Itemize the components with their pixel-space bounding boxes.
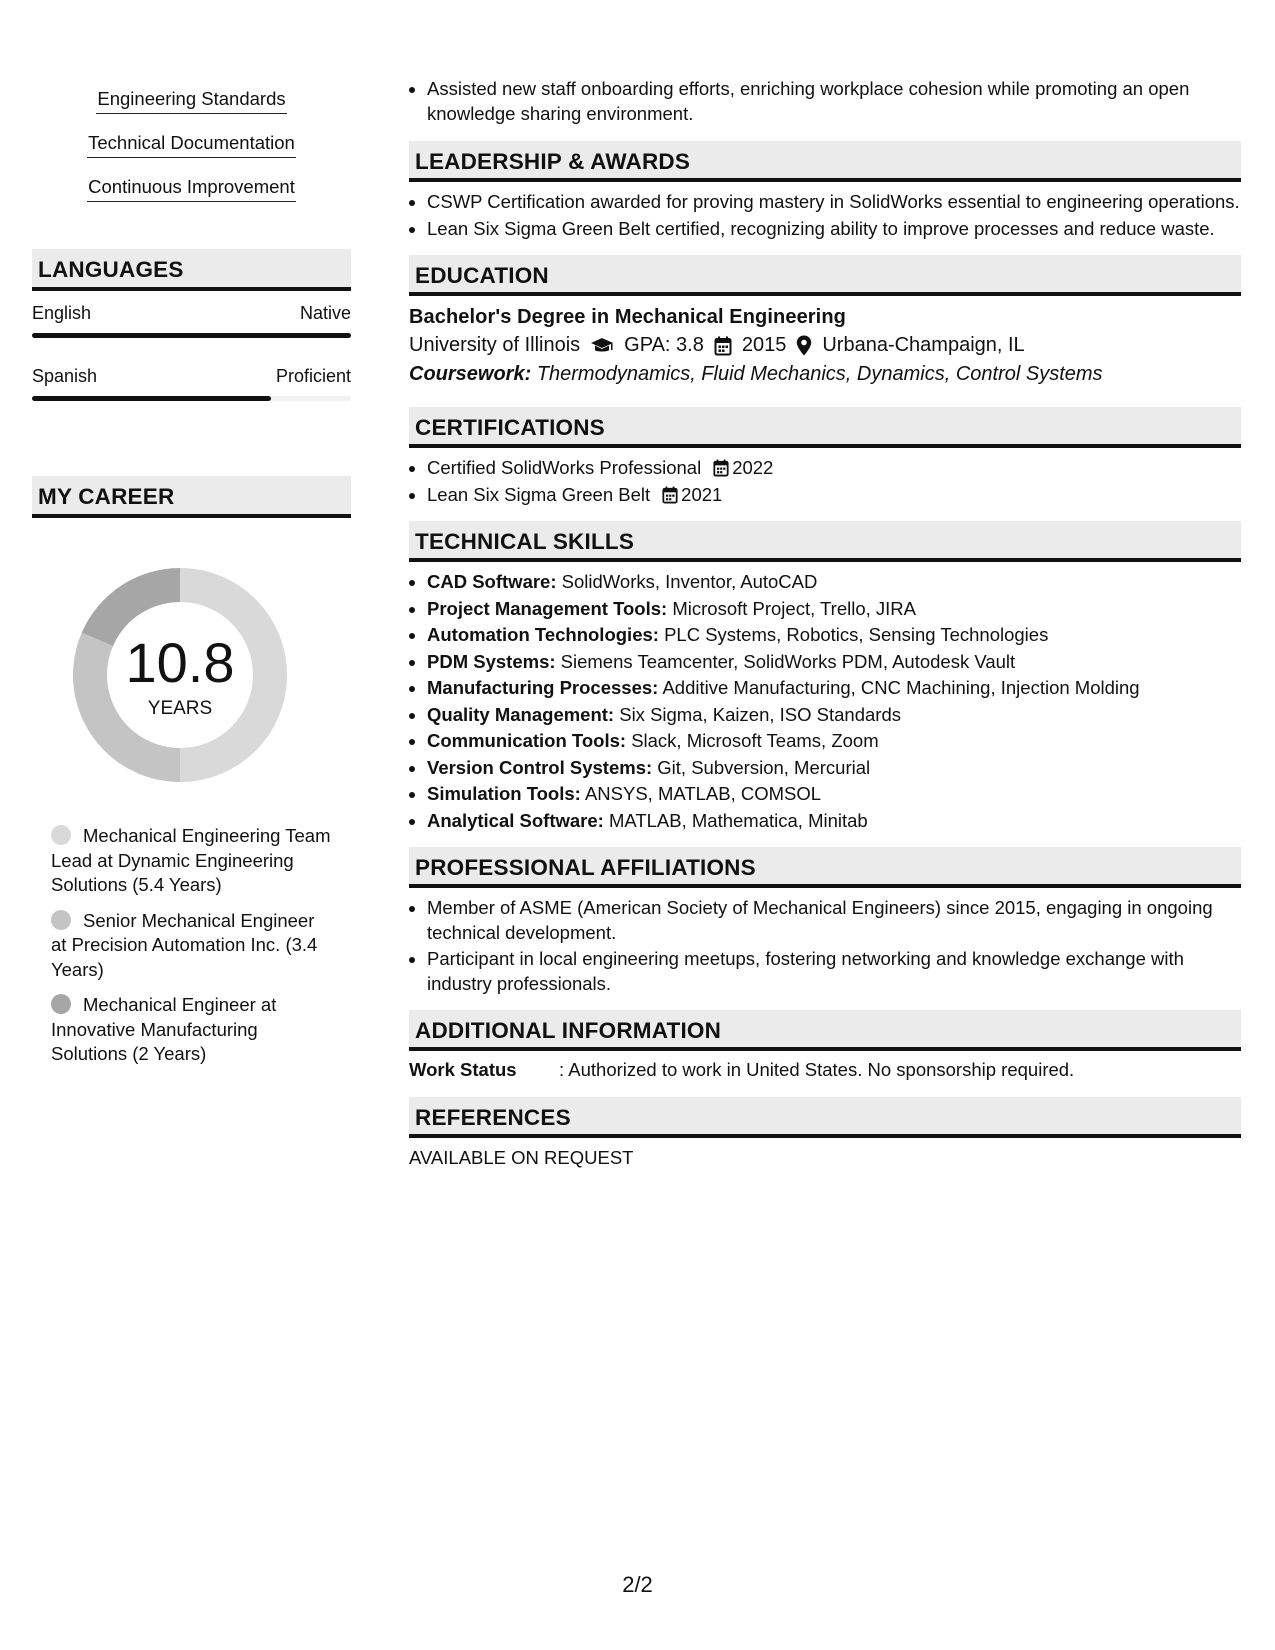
skill-tag: Technical Documentation [87, 130, 296, 158]
skill-label: Project Management Tools: [427, 597, 668, 619]
education-coursework [409, 363, 1241, 386]
language-level: Native [299, 303, 351, 323]
career-item-text: Senior Mechanical Engineer at Precision Automation Inc. (3.4 Years) [51, 909, 318, 980]
education-school: University of Illinois [409, 334, 581, 356]
skill-item [427, 597, 1241, 622]
education-location: Urbana-Champaign, IL [822, 334, 1025, 356]
leadership-list [409, 190, 1241, 241]
certification-item [427, 456, 1241, 481]
additional-info-heading: ADDITIONAL INFORMATION [409, 1010, 1241, 1051]
career-heading: MY CAREER [32, 476, 351, 518]
calendar-icon [713, 459, 729, 477]
career-item-text: Mechanical Engineer at Innovative Manufacturing Solutions (2 Years) [51, 994, 277, 1064]
skill-item [427, 703, 1241, 728]
skill-label: Quality Management: [427, 703, 615, 725]
skill-label: Manufacturing Processes: [427, 677, 659, 698]
skill-value: PLC Systems, Robotics, Sensing Technologies [664, 624, 1049, 645]
language-spanish [32, 366, 351, 401]
education-degree: Bachelor's Degree in Mechanical Engineering [409, 306, 846, 328]
calendar-icon [714, 336, 732, 356]
affiliations-heading: PROFESSIONAL AFFILIATIONS [409, 847, 1241, 888]
skill-item [427, 756, 1241, 781]
list-item: • Lean Six Sigma Green Belt certified, recognizing ability to improve processes and reduce waste. [427, 217, 1241, 242]
languages-heading: LANGUAGES [32, 249, 351, 291]
page-number: 2/2 [622, 1572, 653, 1597]
skill-item [427, 809, 1241, 834]
skill-value: Additive Manufacturing, CNC Machining, Injection Molding [662, 677, 1140, 698]
technical-skills-list [409, 570, 1241, 833]
right-column [409, 0, 1241, 1169]
career-item [51, 993, 331, 1067]
legend-dot-icon [51, 910, 71, 930]
work-status-row [409, 1059, 1241, 1081]
skill-label: Communication Tools: [427, 730, 627, 751]
education-details [409, 334, 1241, 357]
list-item: • CSWP Certification awarded for proving mastery in SolidWorks essential to engineering operations. [427, 190, 1241, 215]
skill-label: CAD Software: [427, 571, 557, 592]
skill-value: SolidWorks, Inventor, AutoCAD [561, 571, 818, 592]
technical-skills-heading: TECHNICAL SKILLS [409, 521, 1241, 562]
leadership-heading: LEADERSHIP & AWARDS [409, 141, 1241, 182]
skill-value: Siemens Teamcenter, SolidWorks PDM, Autodesk Vault [560, 650, 1016, 672]
location-pin-icon [796, 335, 812, 356]
list-item: • Participant in local engineering meetups, fostering networking and knowledge exchange with industry professionals. [427, 947, 1241, 996]
skill-value: Microsoft Project, Trello, JIRA [672, 597, 916, 619]
career-donut-chart [65, 560, 295, 790]
work-status-label: Work Status [409, 1059, 517, 1080]
certifications-list [409, 456, 1241, 507]
skill-item [427, 676, 1241, 701]
skill-label: Automation Technologies: [427, 624, 659, 645]
certification-name: • Lean Six Sigma Green Belt [427, 483, 651, 505]
language-bar-fill [32, 396, 271, 401]
skill-label: Analytical Software: [427, 809, 604, 831]
certification-name: • Certified SolidWorks Professional [427, 457, 702, 478]
certification-year: 2021 [681, 483, 723, 505]
skill-value: Slack, Microsoft Teams, Zoom [631, 730, 879, 751]
education-heading: EDUCATION [409, 255, 1241, 296]
skill-item [427, 782, 1241, 807]
skill-item [427, 623, 1241, 648]
language-name: English [32, 303, 92, 323]
language-level: Proficient [275, 366, 351, 386]
career-item [51, 824, 331, 898]
language-bar [32, 396, 351, 401]
career-item-text: Mechanical Engineering Team Lead at Dynamic Engineering Solutions (5.4 Years) [51, 825, 331, 895]
left-column [32, 0, 351, 1078]
career-total-years: 10.8 [125, 631, 235, 694]
language-bar-fill [32, 333, 351, 338]
coursework-label: Coursework: [409, 363, 532, 385]
experience-tail-list [409, 77, 1241, 126]
graduation-cap-icon [590, 337, 614, 355]
skill-tag: Continuous Improvement [87, 174, 296, 202]
skill-tag: Engineering Standards [96, 86, 286, 114]
work-status-value: : Authorized to work in United States. No sponsorship required. [559, 1059, 1075, 1080]
career-years-label: YEARS [147, 698, 213, 719]
calendar-icon [662, 486, 678, 504]
references-heading: REFERENCES [409, 1097, 1241, 1138]
career-legend [32, 824, 331, 1067]
language-english [32, 303, 351, 338]
certifications-heading: CERTIFICATIONS [409, 407, 1241, 448]
certification-year: 2022 [732, 457, 774, 478]
skill-tags [32, 0, 351, 218]
education-year: 2015 [741, 334, 787, 356]
skill-label: PDM Systems: [427, 650, 556, 672]
coursework-text: Thermodynamics, Fluid Mechanics, Dynamics, Control Systems [536, 363, 1103, 385]
skill-value: MATLAB, Mathematica, Minitab [608, 809, 868, 831]
legend-dot-icon [51, 994, 71, 1014]
skill-value: ANSYS, MATLAB, COMSOL [584, 783, 822, 804]
skill-label: Simulation Tools: [427, 783, 581, 804]
certification-item [427, 483, 1241, 508]
legend-dot-icon [51, 825, 71, 845]
skill-value: Git, Subversion, Mercurial [657, 756, 871, 778]
language-bar [32, 333, 351, 338]
skill-label: Version Control Systems: [427, 756, 653, 778]
career-item [51, 909, 331, 983]
list-item: • Member of ASME (American Society of Mechanical Engineers) since 2015, engaging in ongoing technical development. [427, 896, 1241, 945]
list-item: • Assisted new staff onboarding efforts, enriching workplace cohesion while promoting an open knowledge sharing environment. [427, 77, 1241, 126]
education-gpa: GPA: 3.8 [624, 334, 704, 356]
language-name: Spanish [32, 366, 98, 386]
references-text: AVAILABLE ON REQUEST [409, 1147, 634, 1168]
skill-item [427, 650, 1241, 675]
skill-item [427, 729, 1241, 754]
skill-item [427, 570, 1241, 595]
skill-value: Six Sigma, Kaizen, ISO Standards [619, 703, 901, 725]
affiliations-list [409, 896, 1241, 996]
